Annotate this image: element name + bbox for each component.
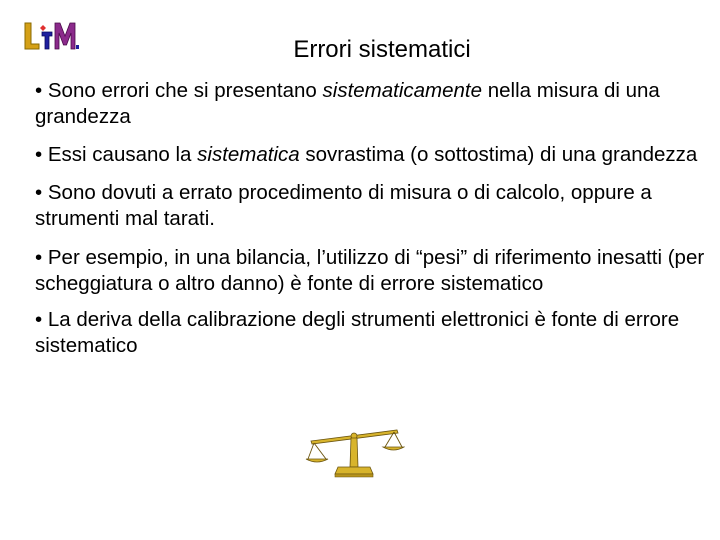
slide-title: Errori sistematici — [293, 36, 471, 63]
bullet-marker: • — [35, 246, 48, 269]
balance-illustration — [305, 427, 405, 479]
bullet-item — [35, 142, 707, 168]
bullet-text: Per esempio, in una bilancia, l’utilizzo di “pesi” di riferimento inesatti (per scheggiatura o altro danno) è fonte di errore sistematico — [35, 246, 705, 295]
bullet-item — [35, 180, 707, 232]
bullet-text: sovrastima (o sottostima) di una grandezza — [299, 143, 698, 166]
bullet-text: Sono dovuti a errato procedimento di misura o di calcolo, oppure a strumenti mal tarati. — [35, 181, 652, 230]
bullet-text: Sono errori che si presentano — [47, 79, 323, 102]
bullet-item — [35, 307, 707, 359]
bullet-marker: • — [35, 308, 48, 331]
bullet-item — [35, 245, 707, 297]
bullet-marker: • — [35, 79, 48, 102]
bullet-marker: • — [35, 181, 48, 204]
bullet-list — [35, 78, 707, 371]
bullet-emphasis: sistematicamente — [322, 79, 483, 102]
bullet-item — [35, 78, 707, 130]
bullet-emphasis: sistematica — [197, 143, 300, 166]
balance-scale-icon — [305, 427, 405, 479]
bullet-marker: • — [35, 143, 48, 166]
bullet-text: La deriva della calibrazione degli strumenti elettronici è fonte di errore sistematico — [35, 308, 680, 357]
bullet-text: Essi causano la — [47, 143, 198, 166]
bullet-text: nella misura di una grandezza — [35, 79, 660, 128]
